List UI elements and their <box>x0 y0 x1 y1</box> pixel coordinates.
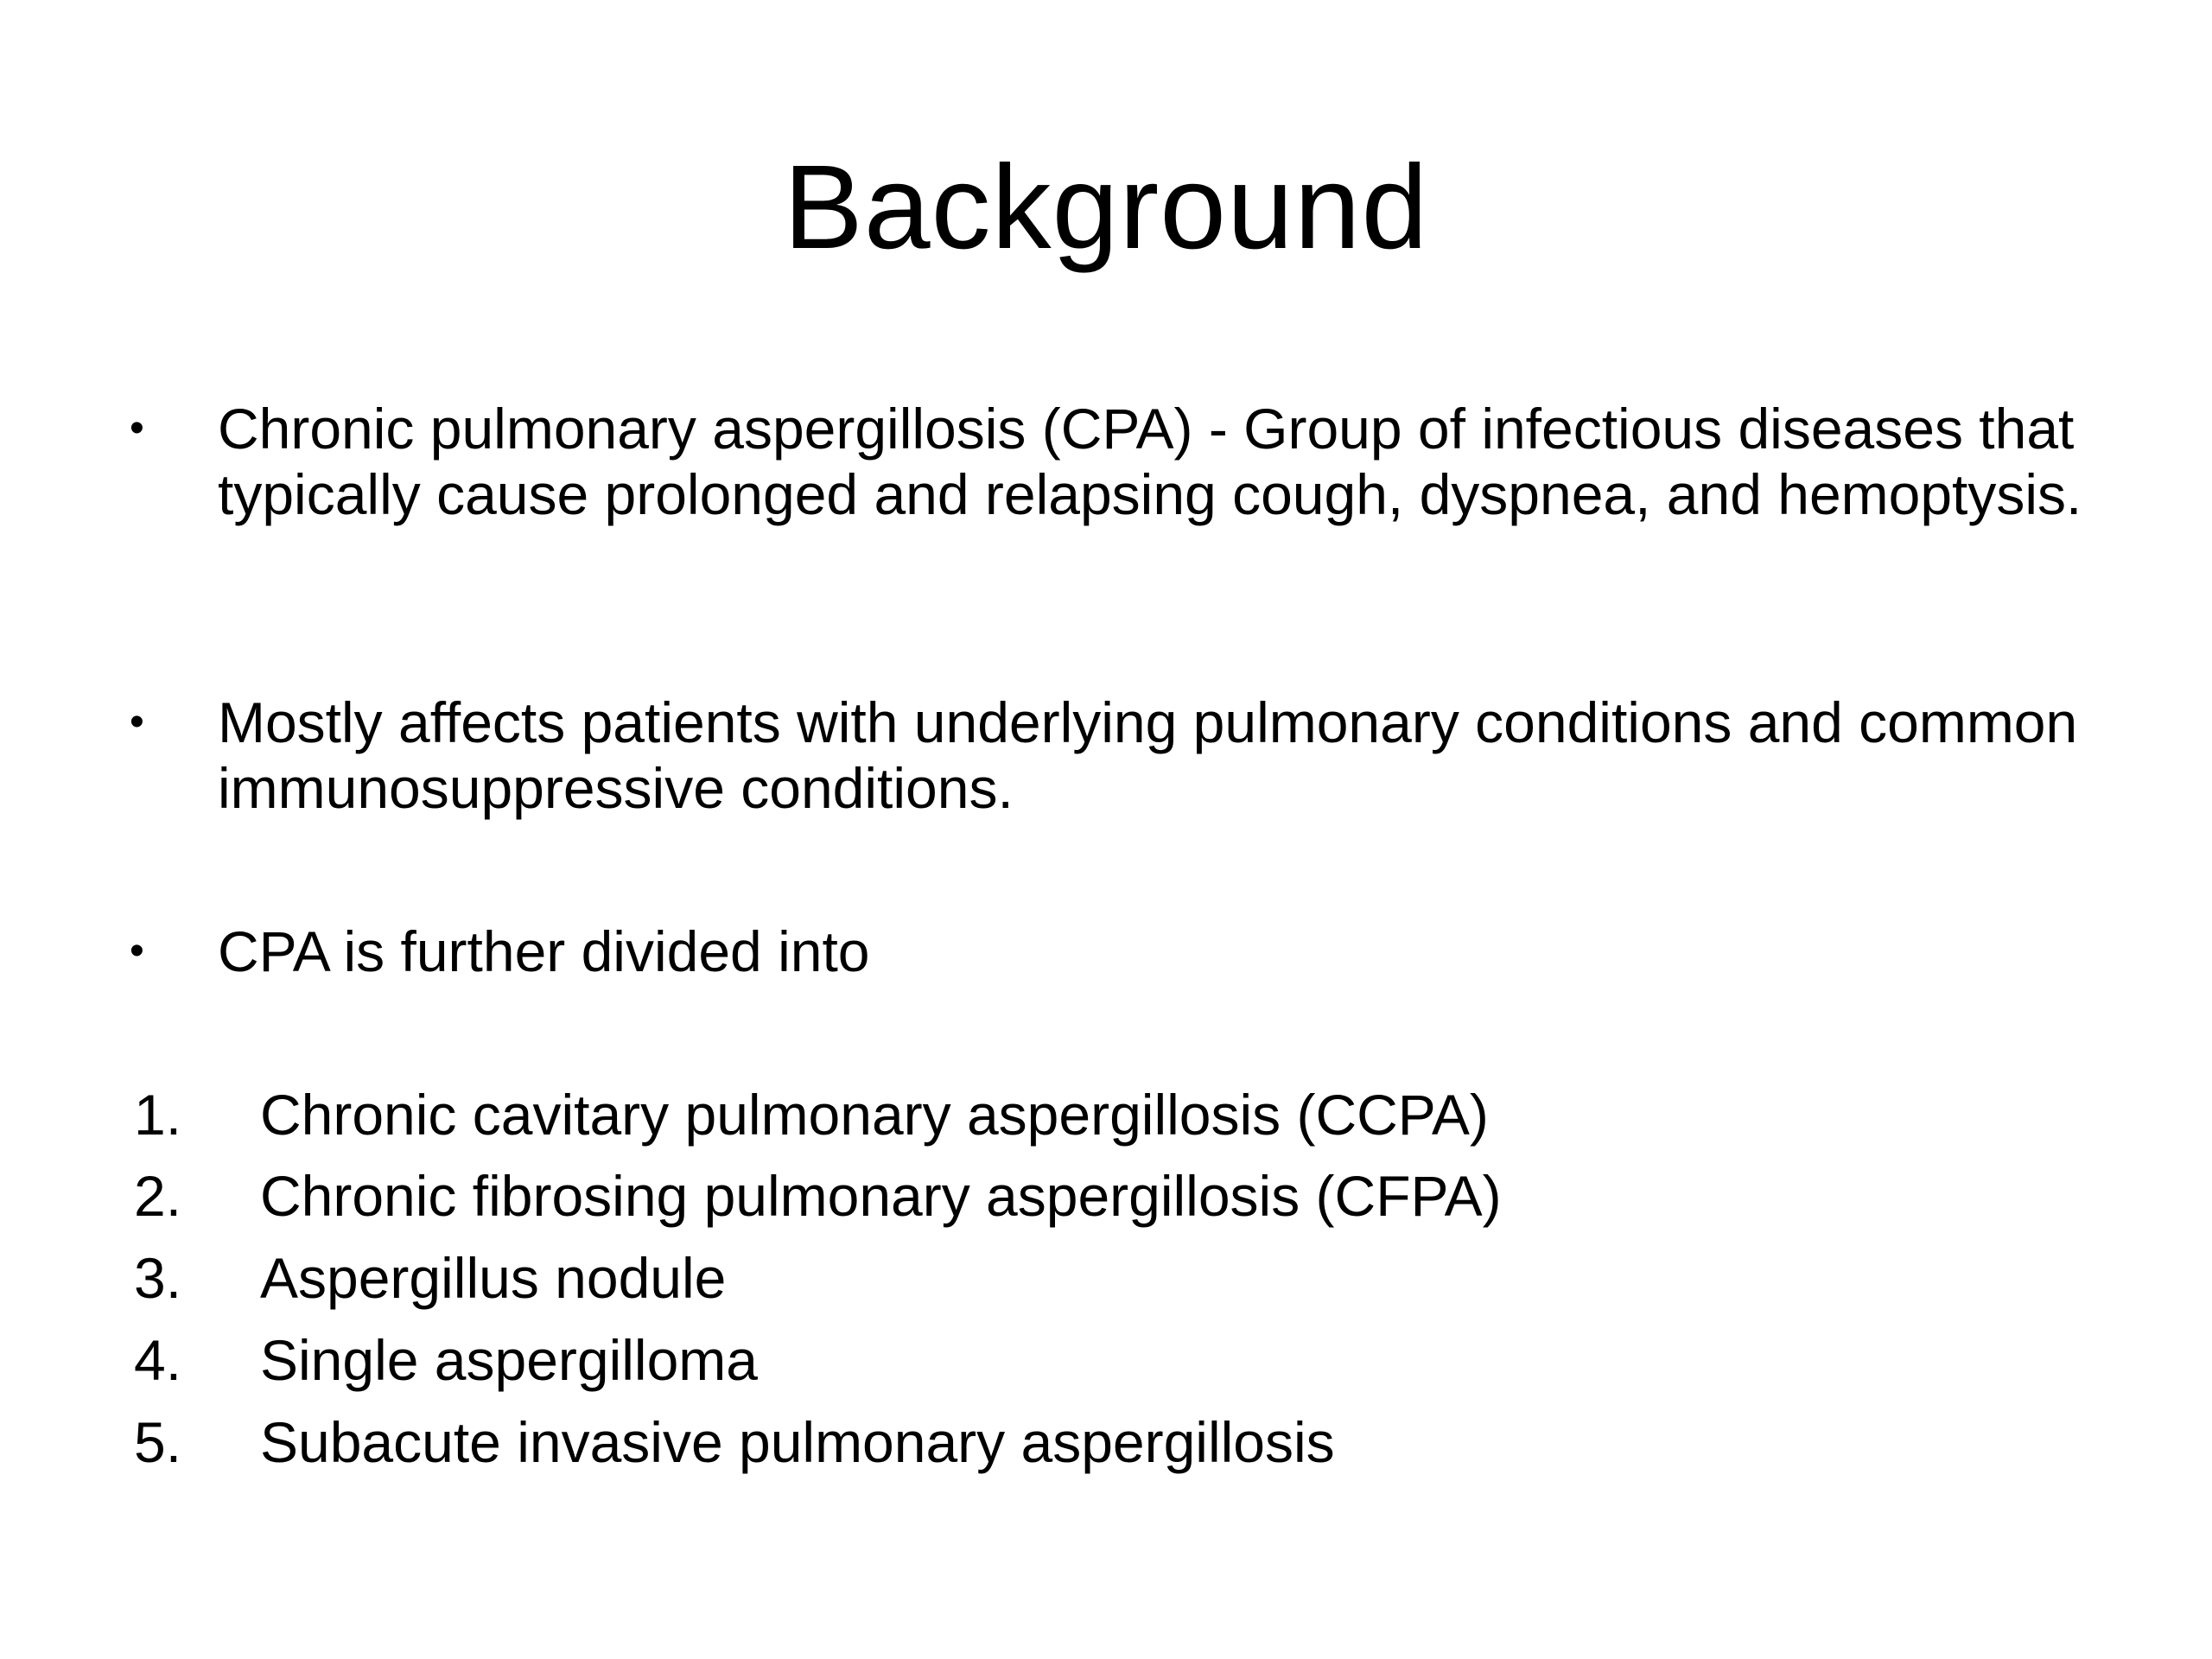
item-text: Chronic fibrosing pulmonary aspergillosis (CFPA) <box>260 1164 1502 1228</box>
bullet-text: CPA is further divided into <box>218 919 870 983</box>
slide-title: Background <box>783 141 1429 274</box>
item-text: Aspergillus nodule <box>260 1246 727 1310</box>
item-number: 4. <box>134 1328 182 1392</box>
item-number: 3. <box>134 1246 182 1310</box>
bullet-text: Mostly affects patients with underlying pulmonary conditions and common immunosuppressive conditions. <box>218 690 2078 820</box>
item-number: 1. <box>134 1083 182 1147</box>
bullet-dot-icon: • <box>130 928 144 974</box>
item-number: 5. <box>134 1410 182 1474</box>
bullet-dot-icon: • <box>130 405 144 451</box>
item-text: Chronic cavitary pulmonary aspergillosis (CCPA) <box>260 1083 1489 1147</box>
bullet-dot-icon: • <box>130 699 144 745</box>
item-text: Subacute invasive pulmonary aspergillosis <box>260 1410 1335 1474</box>
item-text: Single aspergilloma <box>260 1328 758 1392</box>
item-number: 2. <box>134 1164 182 1228</box>
bullet-text: Chronic pulmonary aspergillosis (CPA) - Group of infectious diseases that typically cause prolonged and relapsing cough, dyspnea, and hemoptysis. <box>218 397 2082 526</box>
